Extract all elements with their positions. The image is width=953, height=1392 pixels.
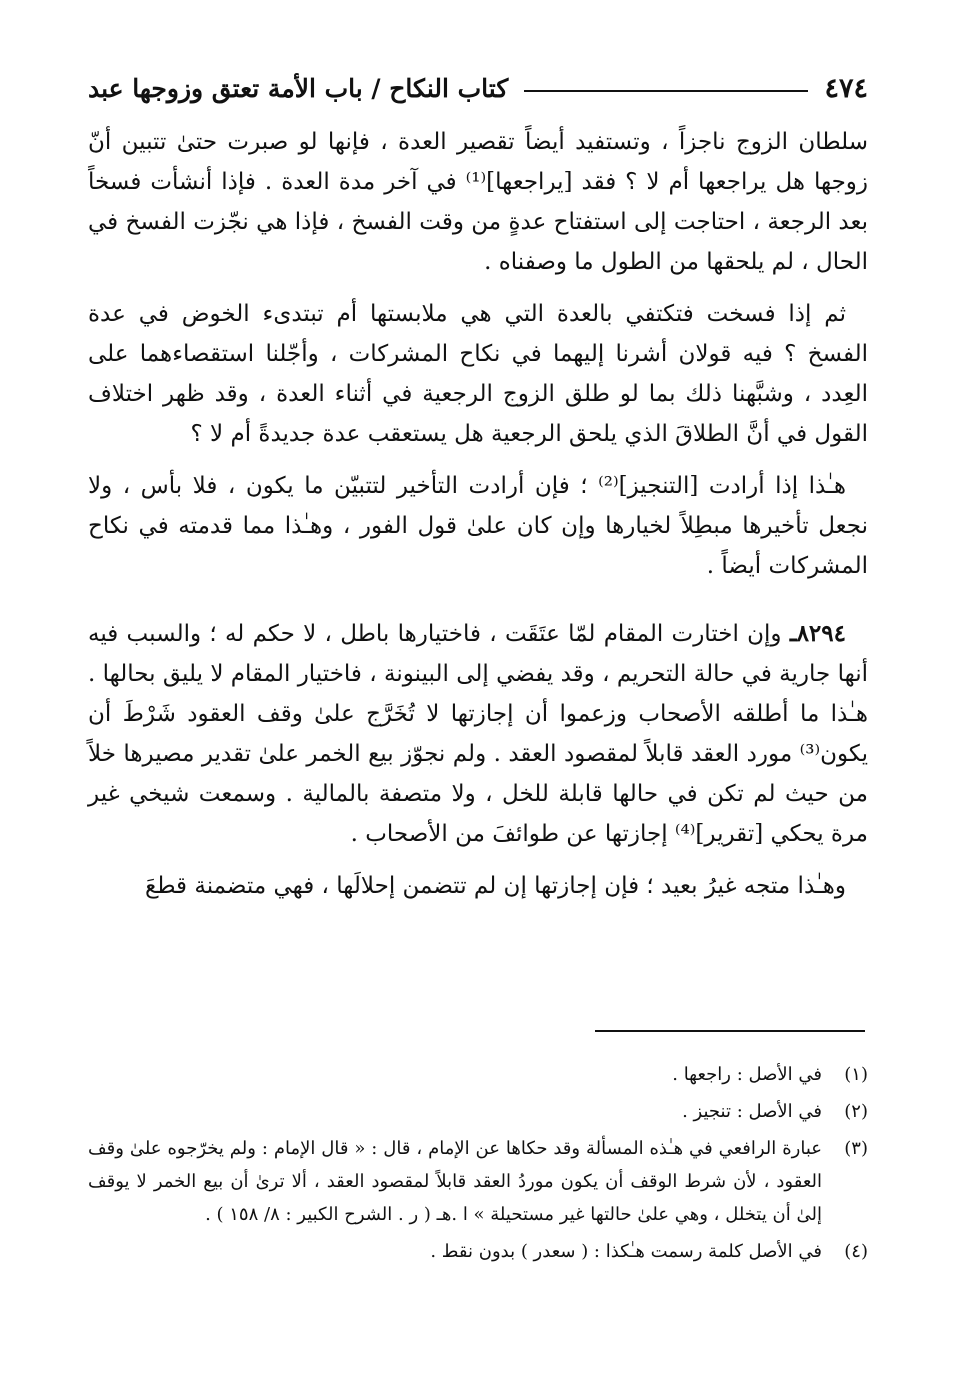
footnote-text: عبارة الرافعي في هـٰذه المسألة وقد حكاها عن الإمام ، قال : « قال الإمام : ولم يخرّجوه علىٰ وقف العقود ، لأن شرط الوقف أن يكون موردُ العقد قابلاً لمقصود العقد ، ألا ترىٰ أن بيع الخمر لا يوقف إلىٰ أن يتخلل ، وهي علىٰ حالتها غير مستحيلة » ا .هـ ( ر . الشرح الكبير : ٨/ ١٥٨ ) . (88, 1138, 822, 1225)
paragraph: سلطان الزوج ناجزاً ، وتستفيد أيضاً تقصير العدة ، فإنها لو صبرت حتىٰ تتبين أنّ زوجها هل يراجعها أم لا ؟ فقد [يراجعها]⁽¹⁾ في آخر مدة العدة . فإذا أنشأت فسخاً بعد الرجعة ، احتاجت إلى استفتاح عدةٍ من وقت الفسخ ، فإذا هي نجّزت الفسخ في الحال ، لم يلحقها من الطول ما وصفناه . (88, 129, 869, 275)
footnote-text: في الأصل : تنجيز . (682, 1101, 822, 1122)
header-title: كتاب النكاح / باب الأمة تعتق وزوجها عبد (88, 73, 509, 103)
header-rule (524, 90, 808, 92)
footnotes (88, 1058, 868, 1272)
footnote-separator (595, 1030, 865, 1032)
footnote-number: (٤) (844, 1241, 868, 1262)
page-number: ٤٧٤ (824, 72, 868, 104)
footnote (88, 1235, 868, 1268)
footnote-number: (٣) (844, 1138, 868, 1159)
running-header (88, 68, 868, 108)
paragraph-text: وإن اختارت المقام لمّا عتَقَت ، فاختيارها باطل ، لا حكم له ؛ والسبب فيه أنها جارية في حالة التحريم ، وقد يفضي إلى البينونة ، فاختيار المقام لا يليق بحالها . هـٰذا ما أطلقه الأصحاب وزعموا أن إجازتها لا تُخَرَّج علىٰ وقف العقود شَرْطَ أن يكون⁽³⁾ مورد العقد قابلاً لمقصود العقد . ولم نجوّز بيع الخمر علىٰ تقدير مصيرها خلاً من حيث لم تكن في حالها قابلة للخل ، ولا متصفة بالمالية . وسمعت شيخي غير مرة يحكي [تقرير]⁽⁴⁾ إجازتها عن طوائفَ من الأصحاب . (88, 621, 868, 847)
footnote (88, 1132, 868, 1231)
paragraph-number: ٨٢٩٤ـ (789, 620, 846, 647)
footnote (88, 1095, 868, 1128)
paragraph: ثم إذا فسخت فتكتفي بالعدة التي هي ملابستها أم تبتدىء الخوض في عدة الفسخ ؟ فيه قولان أشرنا إليهما في نكاح المشركات ، وأجّلنا استقصاءهما على العِدد ، وشبَّهنا ذلك بما لو طلق الزوج الرجعية في أثناء العدة ، وقد ظهر اختلاف القول في أنَّ الطلاقَ الذي يلحق الرجعية هل يستعقب عدة جديدةً أم لا ؟ (88, 301, 868, 447)
paragraph: هـٰذا إذا أرادت [التنجيز]⁽²⁾ ؛ فإن أرادت التأخير لتتبيّن ما يكون ، فلا بأس ، ولا نجعل تأخيرها مبطِلاً لخيارها وإن كان علىٰ قول الفور ، وهـٰذا مما قدمته في نكاح المشركات أيضاً . (88, 473, 868, 579)
footnote-text: في الأصل : راجعها . (672, 1064, 822, 1085)
footnote-text: في الأصل كلمة رسمت هـٰكذا : ( سعدر ) بدون نقط . (430, 1241, 822, 1262)
footnote (88, 1058, 868, 1091)
numbered-paragraph (88, 614, 868, 854)
main-text (88, 122, 868, 918)
footnote-number: (١) (844, 1064, 868, 1085)
footnote-number: (٢) (844, 1101, 868, 1122)
paragraph: وهـٰذا متجه غيرُ بعيد ؛ فإن إجازتها إن لم تتضمن إحلالَها ، فهي متضمنة قطعَ (144, 873, 846, 899)
